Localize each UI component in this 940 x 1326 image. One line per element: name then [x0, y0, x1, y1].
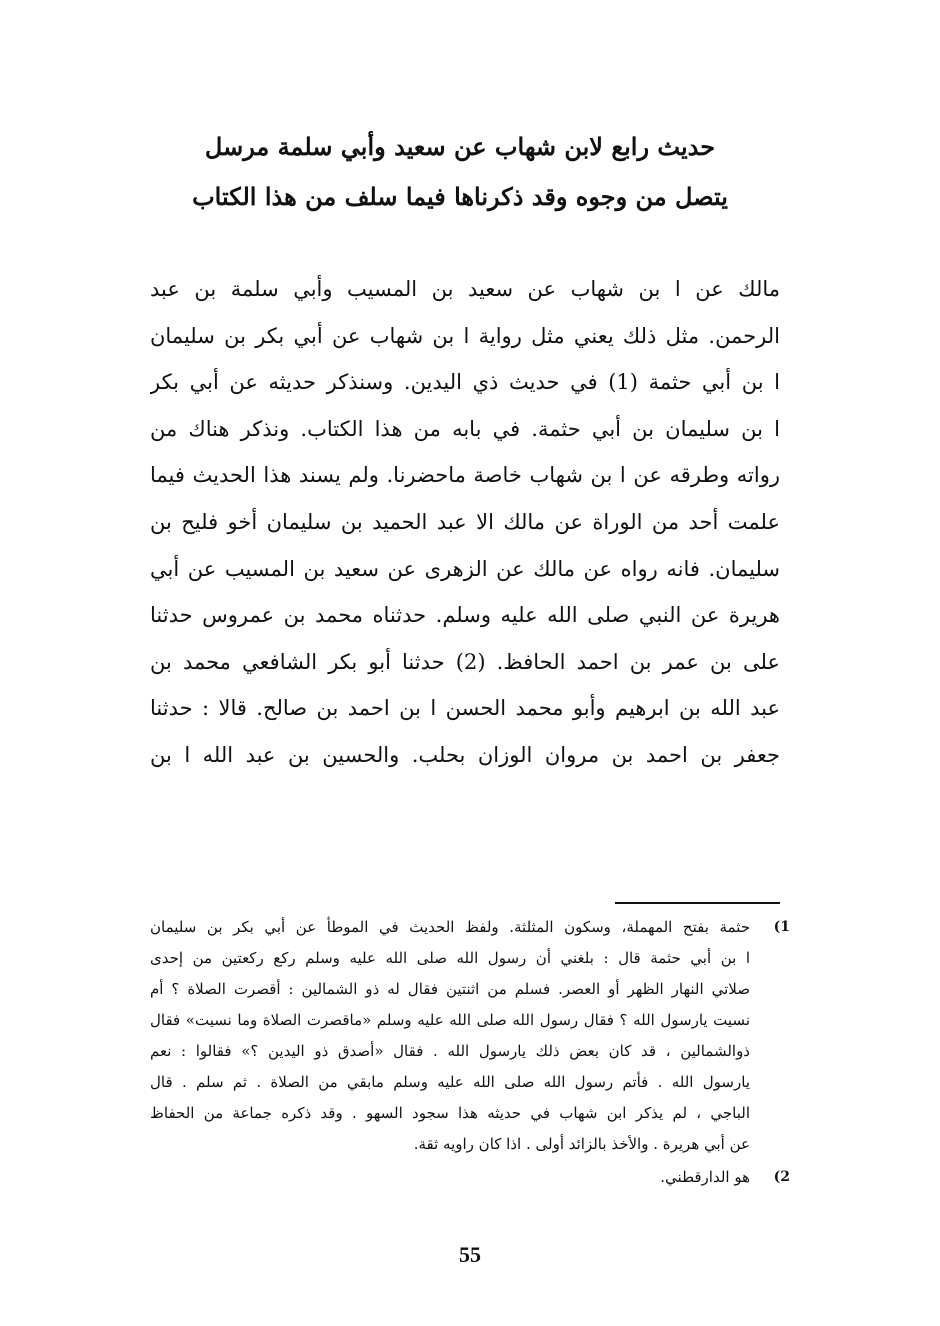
footnote-number: (1: [773, 919, 790, 935]
heading-line-1: حديث رابع لابن شهاب عن سعيد وأبي سلمة مرسل: [204, 132, 716, 161]
chapter-heading: [150, 122, 770, 222]
footnote-line: عن أبي هريرة . والأخذ بالزائد أولى . اذا كان راويه ثقة.: [413, 1135, 750, 1153]
footnote-divider: [615, 902, 780, 904]
body-line: مالك عن ا بن شهاب عن سعيد بن المسيب وأبي سلمة بن عبد: [150, 277, 780, 301]
footnote-number: (2: [773, 1169, 790, 1185]
footnote-2: [150, 1162, 790, 1193]
body-text: [150, 266, 780, 779]
body-line: رواته وطرقه عن ا بن شهاب خاصة ماحضرنا. ولم يسند هذا الحديث فيما: [150, 463, 780, 488]
body-line: على بن عمر بن احمد الحافظ. (2) حدثنا أبو بكر الشافعي محمد بن: [150, 649, 780, 674]
body-line: جعفر بن احمد بن مروان الوزان بحلب. والحسين بن عبد الله ا بن: [150, 742, 780, 767]
body-line: سليمان. فانه رواه عن مالك عن الزهرى عن سعيد بن المسيب عن أبي: [150, 556, 780, 581]
footnote-line: ذوالشمالين ، قد كان بعض ذلك يارسول الله . فقال «أصدق ذو اليدين ؟» فقالوا : نعم: [150, 1042, 750, 1060]
heading-line-2: يتصل من وجوه وقد ذكرناها فيما سلف من هذا الكتاب: [192, 182, 728, 211]
body-line: عبد الله بن ابرهيم وأبو محمد الحسن ا بن احمد بن صالح. قالا : حدثنا: [150, 696, 780, 721]
footnote-line: صلاتي النهار الظهر أو العصر. فسلم من اثنتين فقال له ذو الشمالين : أقصرت الصلاة ؟ أم: [150, 980, 750, 998]
body-line: الرحمن. مثل ذلك يعني مثل رواية ا بن شهاب عن أبي بكر بن سليمان: [150, 323, 780, 348]
body-line: علمت أحد من الوراة عن مالك الا عبد الحميد بن سليمان أخو فليح بن: [150, 509, 780, 534]
page-number: 55: [459, 1242, 481, 1267]
footnote-1: [150, 912, 790, 1160]
footnote-line: يارسول الله . فأتم رسول الله صلى الله عليه وسلم مابقي من الصلاة . ثم سلم . قال: [150, 1073, 750, 1091]
footnote-line: حثمة بفتح المهملة، وسكون المثلثة. ولفظ الحديث في الموطأ عن أبي بكر بن سليمان: [150, 918, 750, 936]
body-line: هريرة عن النبي صلى الله عليه وسلم. حدثناه محمد بن عمروس حدثنا: [150, 603, 780, 628]
footnote-line: نسيت يارسول الله ؟ فقال رسول الله صلى الله عليه وسلم «ماقصرت الصلاة وما نسيت» فقال: [150, 1011, 750, 1029]
body-line: ا بن أبي حثمة (1) في حديث ذي اليدين. وسنذكر حديثه عن أبي بكر: [150, 370, 780, 395]
footnote-line: ا بن أبي حثمة قال : بلغني أن رسول الله صلى الله عليه وسلم ركع ركعتين من إحدى: [150, 949, 750, 967]
footnote-line: هو الدارقطني.: [660, 1168, 750, 1186]
footnote-line: الباجي ، لم يذكر ابن شهاب في حديثه هذا سجود السهو . وقد ذكره جماعة من الحفاظ: [150, 1104, 750, 1122]
body-line: ا بن سليمان بن أبي حثمة. في بابه من هذا الكتاب. ونذكر هناك من: [150, 416, 780, 441]
footnotes: [150, 912, 790, 1195]
